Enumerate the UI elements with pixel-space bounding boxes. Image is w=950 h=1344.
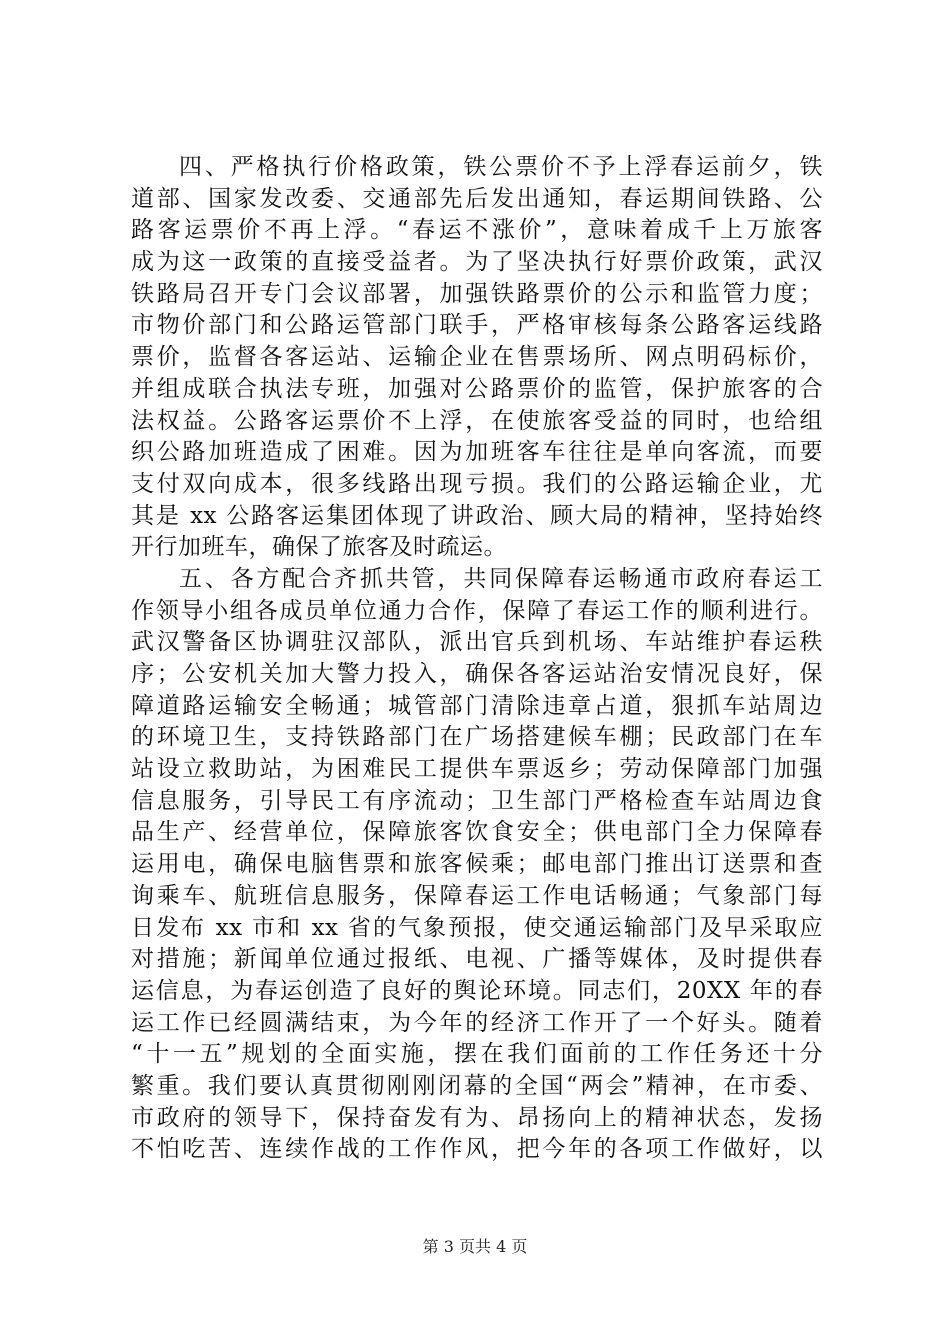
text-line: 日发布 xx 市和 xx 省的气象预报，使交通运输部门及早采取应 (131, 914, 823, 941)
text-line: 的环境卫生，支持铁路部门在广场搭建候车棚；民政部门在车 (131, 724, 823, 751)
page-number: 第 3 页 (422, 1237, 475, 1256)
text-line: 支付双向成本，很多线路出现亏损。我们的公路运输企业，尤 (131, 470, 823, 497)
text-line: 作领导小组各成员单位通力合作，保障了春运工作的顺利进行。 (131, 597, 823, 624)
document-body (131, 152, 823, 1166)
text-line: 票价，监督各客运站、运输企业在售票场所、网点明码标价， (131, 344, 823, 371)
page-total: 共 4 页 (475, 1237, 528, 1256)
text-line: 序；公安机关加大警力投入，确保各客运站治安情况良好，保 (131, 661, 823, 687)
text-line: 运工作已经圆满结束，为今年的经济工作开了一个好头。随着 (131, 1009, 823, 1036)
text-line: 武汉警备区协调驻汉部队，派出官兵到机场、车站维护春运秩 (131, 629, 823, 656)
text-line: 四、严格执行价格政策，铁公票价不予上浮春运前夕，铁 (179, 154, 823, 180)
text-line: “十一五”规划的全面实施，摆在我们面前的工作任务还十分 (131, 1041, 823, 1068)
text-line: 繁重。我们要认真贯彻刚刚闭幕的全国“两会”精神，在市委、 (131, 1072, 823, 1099)
text-line: 法权益。公路客运票价不上浮，在使旅客受益的同时，也给组 (131, 407, 823, 434)
page-footer (0, 1236, 950, 1258)
text-line: 道部、国家发改委、交通部先后发出通知，春运期间铁路、公 (131, 185, 823, 212)
text-line: 信息服务，引导民工有序流动；卫生部门严格检查车站周边食 (131, 787, 823, 814)
text-line: 路客运票价不再上浮。“春运不涨价”，意味着成千上万旅客 (131, 217, 823, 244)
text-line: 织公路加班造成了困难。因为加班客车往往是单向客流，而要 (131, 439, 823, 466)
text-line: 市物价部门和公路运管部门联手，严格审核每条公路客运线路 (131, 312, 823, 339)
text-line: 运信息，为春运创造了良好的舆论环境。同志们，20XX 年的春 (131, 977, 823, 1004)
text-line: 成为这一政策的直接受益者。为了坚决执行好票价政策，武汉 (131, 249, 823, 276)
text-line: 并组成联合执法专班，加强对公路票价的监管，保护旅客的合 (131, 375, 823, 402)
text-line: 障道路运输安全畅通；城管部门清除违章占道，狠抓车站周边 (131, 692, 823, 719)
text-line: 其是 xx 公路客运集团体现了讲政治、顾大局的精神，坚持始终 (131, 502, 823, 529)
text-line: 开行加班车，确保了旅客及时疏运。 (131, 534, 507, 561)
text-line: 站设立救助站，为困难民工提供车票返乡；劳动保障部门加强 (131, 756, 823, 783)
text-line: 铁路局召开专门会议部署，加强铁路票价的公示和监管力度； (131, 280, 823, 307)
text-line: 运用电，确保电脑售票和旅客候乘；邮电部门推出订送票和查 (131, 851, 823, 878)
text-line: 五、各方配合齐抓共管，共同保障春运畅通市政府春运工 (179, 565, 823, 592)
text-line: 市政府的领导下，保持奋发有为、昂扬向上的精神状态，发扬 (131, 1104, 823, 1131)
text-line: 品生产、经营单位，保障旅客饮食安全；供电部门全力保障春 (131, 819, 823, 846)
text-line: 对措施；新闻单位通过报纸、电视、广播等媒体，及时提供春 (131, 946, 823, 973)
text-line: 询乘车、航班信息服务，保障春运工作电话畅通；气象部门每 (131, 882, 823, 909)
text-line: 不怕吃苦、连续作战的工作作风，把今年的各项工作做好，以 (131, 1136, 823, 1163)
